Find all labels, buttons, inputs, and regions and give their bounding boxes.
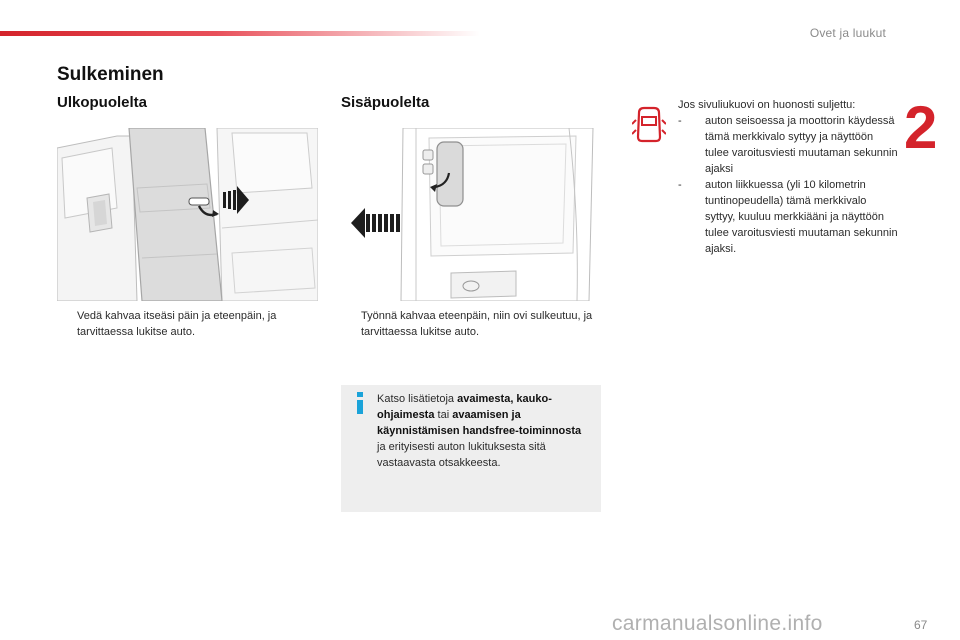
info-text-bold: avaimesta, kauko-ohjaimesta [377,393,552,421]
info-box [341,385,601,512]
info-text-part: ja erityisesti auton lukituksesta sitä vastaavasta otsakkeesta. [377,441,546,469]
warning-intro: Jos sivuliukuovi on huonosti suljettu: [678,99,856,111]
inside-door-illustration [341,128,601,301]
section-label: Ovet ja luukut [809,26,886,40]
page-title: Sulkeminen [57,64,164,85]
warning-item-text: auton liikkuessa (yli 10 kilometrin tuntinopeudella) tämä merkkivalo syttyy, kuuluu merkkiääni ja näyttöön tulee varoitusviesti muutaman sekunnin ajaksi. [705,179,898,255]
warning-item-text: auton seisoessa ja moottorin käydessä tämä merkkivalo syttyy ja näyttöön tulee varoitusviesti muutaman sekunnin ajaksi [705,115,898,175]
outside-instruction-text: Vedä kahvaa itseäsi päin ja eteenpäin, ja tarvittaessa lukitse auto. [77,310,277,338]
info-text-part: tai [434,409,453,421]
inside-instruction [341,308,603,340]
warning-dash: - [678,115,682,127]
info-text-bold: avaamisen ja käynnistämisen handsfree-toiminnosta [377,409,582,437]
info-text-part: Katso lisätietoja [377,393,458,405]
page-number: 67 [914,618,928,632]
info-text [377,391,592,471]
info-icon [355,392,365,414]
warning-item [678,177,898,257]
door-warning-text [678,97,898,257]
outside-door-illustration [57,128,318,301]
warning-item [678,113,898,177]
inside-instruction-text: Työnnä kahvaa eteenpäin, niin ovi sulkeutuu, ja tarvittaessa lukitse auto. [361,310,593,338]
outside-heading: Ulkopuolelta [57,94,148,111]
van-exterior-image [57,128,318,301]
door-interior-image [341,128,601,301]
inside-heading: Sisäpuolelta [341,94,430,111]
outside-instruction [57,308,317,340]
door-open-warning-icon [632,103,666,145]
watermark: carmanualsonline.info [612,612,823,635]
warning-dash: - [678,179,682,191]
header-accent-bar [0,31,480,36]
chapter-number: 2 [904,94,938,161]
